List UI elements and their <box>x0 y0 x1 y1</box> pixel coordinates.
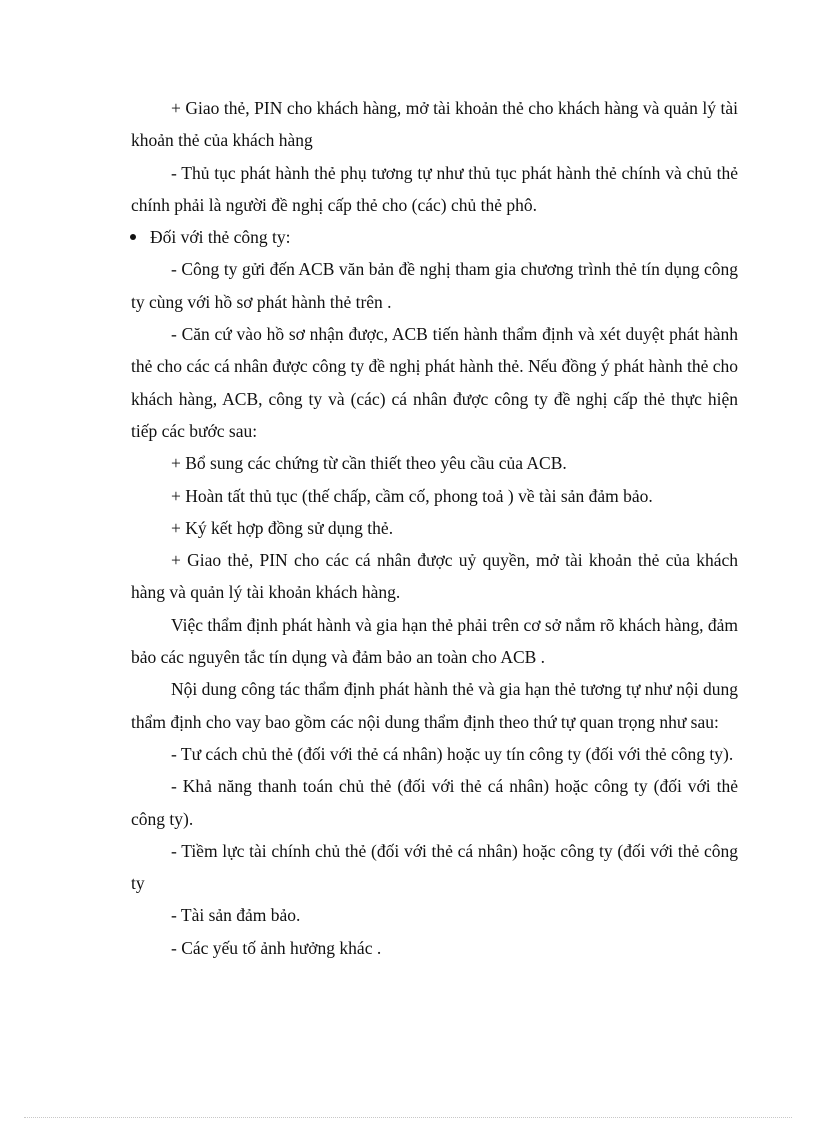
paragraph: + Giao thẻ, PIN cho khách hàng, mở tài khoản thẻ cho khách hàng và quản lý tài khoản thẻ của khách hàng <box>131 98 738 151</box>
bullet-dot-icon <box>130 234 136 240</box>
document-body <box>131 92 738 964</box>
paragraph: + Ký kết hợp đồng sử dụng thẻ. <box>171 517 394 538</box>
paragraph: - Tiềm lực tài chính chủ thẻ (đối với thẻ cá nhân) hoặc công ty (đối với thẻ công ty <box>131 840 738 894</box>
bullet-item-text: Đối với thẻ công ty: <box>150 227 291 248</box>
paragraph: + Bổ sung các chứng từ cần thiết theo yêu cầu của ACB. <box>171 453 567 474</box>
paragraph: - Các yếu tố ảnh hưởng khác . <box>171 937 382 958</box>
paragraph: Nội dung công tác thẩm định phát hành thẻ và gia hạn thẻ tương tự như nội dung thẩm định cho vay bao gồm các nội dung thẩm định theo thứ tự quan trọng như sau: <box>131 679 738 732</box>
paragraph: - Khả năng thanh toán chủ thẻ (đối với thẻ cá nhân) hoặc công ty (đối với thẻ công ty). <box>131 776 738 829</box>
paragraph: - Thủ tục phát hành thẻ phụ tương tự như thủ tục phát hành thẻ chính và chủ thẻ chính phải là người đề nghị cấp thẻ cho (các) chủ thẻ phô. <box>131 162 738 215</box>
paragraph: - Căn cứ vào hồ sơ nhận được, ACB tiến hành thẩm định và xét duyệt phát hành thẻ cho các cá nhân được công ty đề nghị phát hành thẻ. Nếu đồng ý phát hành thẻ cho khách hàng, ACB, công ty và (các) cá nhân được công ty đề nghị cấp thẻ thực hiện tiếp các bước sau: <box>131 324 738 441</box>
paragraph: - Công ty gửi đến ACB văn bản đề nghị tham gia chương trình thẻ tín dụng công ty cùng với hồ sơ phát hành thẻ trên . <box>131 259 738 312</box>
paragraph: - Tư cách chủ thẻ (đối với thẻ cá nhân) hoặc uy tín công ty (đối với thẻ công ty). <box>171 743 734 764</box>
paragraph: + Giao thẻ, PIN cho các cá nhân được uỷ quyền, mở tài khoản thẻ của khách hàng và quản lý tài khoản khách hàng. <box>131 550 738 603</box>
bullet-item <box>128 221 738 253</box>
paragraph: - Tài sản đảm bảo. <box>171 905 301 926</box>
page-footer-divider <box>24 1117 792 1118</box>
paragraph: Việc thẩm định phát hành và gia hạn thẻ phải trên cơ sở nắm rõ khách hàng, đảm bảo các nguyên tắc tín dụng và đảm bảo an toàn cho ACB . <box>131 614 738 668</box>
paragraph: + Hoàn tất thủ tục (thế chấp, cầm cố, phong toả ) về tài sản đảm bảo. <box>171 485 653 506</box>
